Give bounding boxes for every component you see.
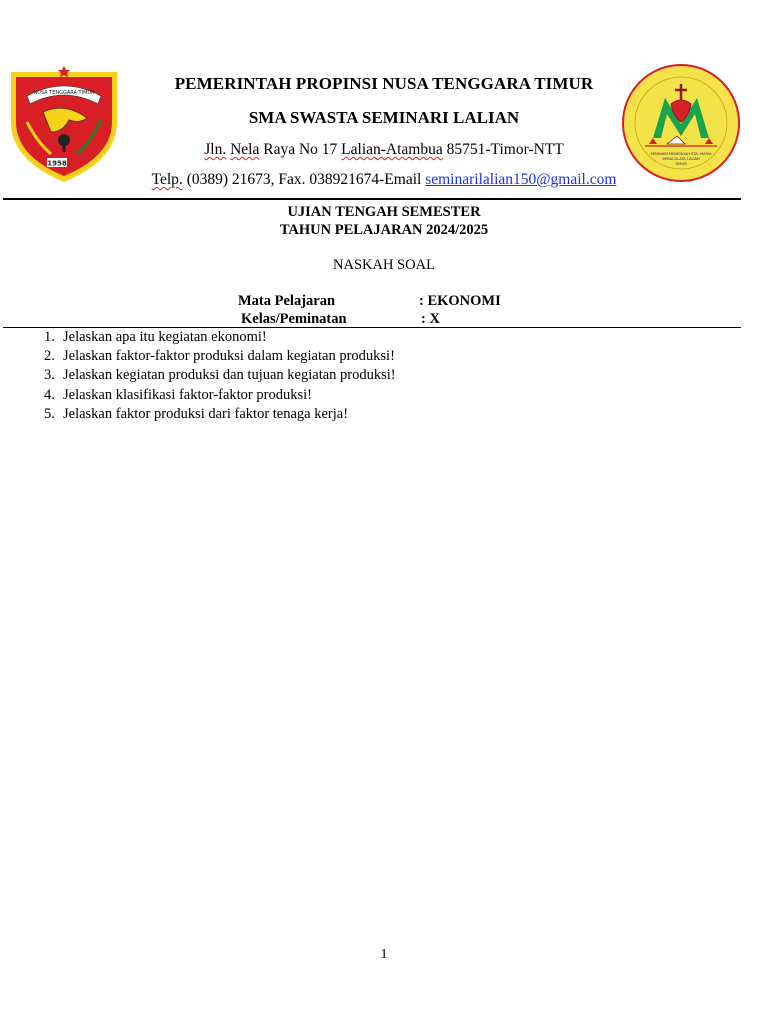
class-label: Kelas/Peminatan [241, 311, 347, 327]
address-part-2: 85751-Timor-NTT [446, 141, 564, 158]
question-number: 2. [44, 348, 55, 365]
question-text: Jelaskan faktor-faktor produksi dalam kegiatan produksi! [63, 348, 395, 365]
address-abbr: Jln. [204, 141, 227, 158]
question-list [0, 328, 768, 424]
contact-numbers: (0389) 21673, Fax. 038921674-Email [186, 171, 422, 188]
subject-label: Mata Pelajaran [238, 293, 336, 309]
list-item [0, 347, 768, 366]
question-text: Jelaskan apa itu kegiatan ekonomi! [63, 329, 267, 345]
question-number: 1. [44, 329, 55, 345]
list-item [0, 405, 768, 424]
svg-text:NUSA TENGGARA TIMUR: NUSA TENGGARA TIMUR [33, 90, 95, 96]
email-link[interactable]: seminarilalian150@gmail.com [425, 171, 617, 188]
question-number: 5. [44, 405, 55, 422]
school-contact [0, 171, 768, 189]
school-name: SMA SWASTA SEMINARI LALIAN [248, 108, 520, 127]
svg-text:SEMINARI MENENGAH STA. MARIA: SEMINARI MENENGAH STA. MARIA [650, 152, 712, 156]
school-address [0, 141, 768, 159]
address-street: Nela [230, 141, 260, 158]
contact-abbr: Telp. [151, 171, 183, 188]
subject-value: : EKONOMI [419, 293, 501, 309]
address-place: Lalian-Atambua [341, 141, 443, 158]
question-number: 4. [44, 386, 55, 403]
question-number: 3. [44, 367, 55, 384]
academic-year: TAHUN PELAJARAN 2024/2025 [279, 222, 489, 238]
list-item [0, 386, 768, 405]
letterhead-divider [3, 198, 741, 200]
svg-text:TIMOR: TIMOR [675, 162, 687, 166]
address-part-1: Raya No 17 [263, 141, 338, 158]
page-number: 1 [380, 947, 388, 962]
government-name: PEMERINTAH PROPINSI NUSA TENGGARA TIMUR [174, 74, 594, 93]
class-value: : X [421, 311, 440, 327]
svg-text:1958: 1958 [47, 159, 67, 168]
exam-title: UJIAN TENGAH SEMESTER [287, 204, 481, 220]
question-text: Jelaskan klasifikasi faktor-faktor produksi! [63, 386, 312, 403]
document-type: NASKAH SOAL [333, 257, 435, 273]
question-text: Jelaskan kegiatan produksi dan tujuan kegiatan produksi! [63, 367, 396, 384]
list-item [0, 366, 768, 385]
svg-text:IMMACULATA LALIAN: IMMACULATA LALIAN [662, 157, 700, 161]
list-item [0, 328, 768, 347]
question-text: Jelaskan faktor produksi dari faktor tenaga kerja! [63, 405, 349, 422]
